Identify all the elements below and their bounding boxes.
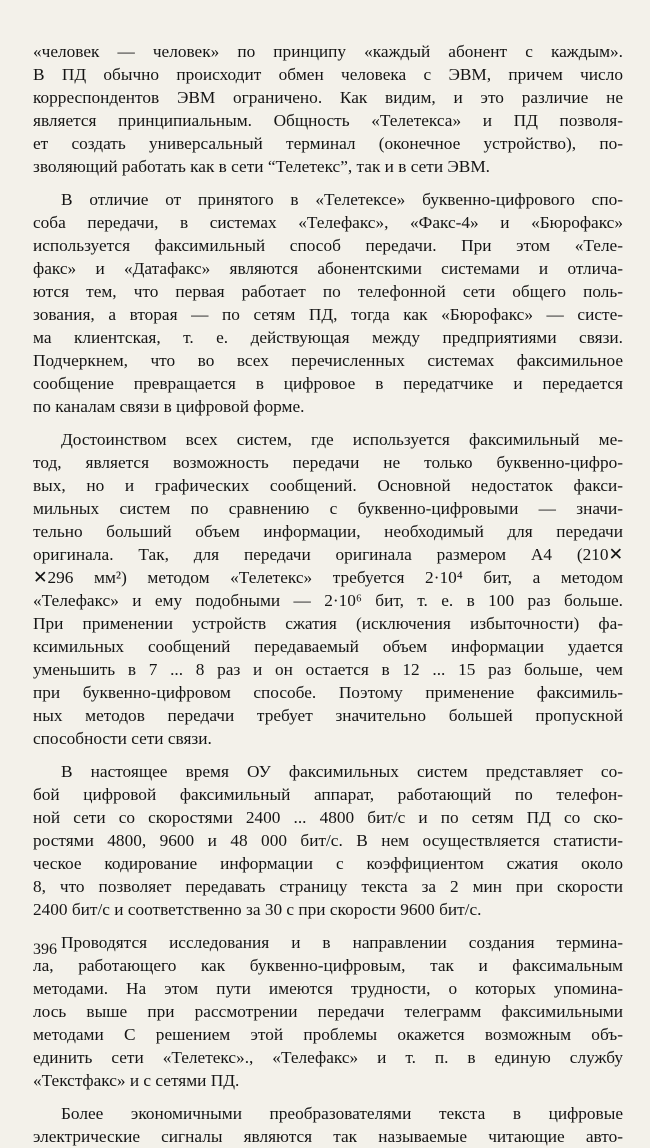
text-line: При применении устройств сжатия (исключения избыточности) фа- bbox=[33, 614, 623, 633]
paragraph-5 bbox=[33, 931, 623, 1092]
text-line: ет создать универсальный терминал (оконечное устройство), по- bbox=[33, 134, 623, 153]
text-line: способности сети связи. bbox=[33, 729, 212, 748]
text-line: В отличие от принятого в «Телетексе» буквенно-цифрового спо- bbox=[61, 190, 623, 209]
paragraph-4 bbox=[33, 760, 623, 921]
text-line: лось выше при рассмотрении передачи телеграмм факсимильными bbox=[33, 1002, 623, 1021]
text-line: ма клиентская, т. е. действующая между предприятиями связи. bbox=[33, 328, 623, 347]
page-number: 396 bbox=[33, 941, 57, 958]
text-line: ксимильных сообщений передаваемый объем информации удается bbox=[33, 637, 623, 656]
text-line: ных методов передачи требует значительно большей пропускной bbox=[33, 706, 623, 725]
text-line: 8, что позволяет передавать страницу текста за 2 мин при скорости bbox=[33, 877, 623, 896]
text-line: соба передачи, в системах «Телефакс», «Факс-4» и «Бюрофакс» bbox=[33, 213, 623, 232]
text-line: ростями 4800, 9600 и 48 000 бит/с. В нем осуществляется статисти- bbox=[33, 831, 623, 850]
text-line: единить сети «Телетекс»., «Телефакс» и т. п. в единую службу bbox=[33, 1048, 623, 1067]
text-line: ются тем, что первая работает по телефонной сети общего поль- bbox=[33, 282, 623, 301]
text-line: Подчеркнем, что во всех перечисленных системах факсимильное bbox=[33, 351, 623, 370]
text-line: бой цифровой факсимильный аппарат, работающий по телефон- bbox=[33, 785, 623, 804]
text-line: «человек — человек» по принципу «каждый абонент с каждым». bbox=[33, 42, 623, 61]
text-line: 2400 бит/с и соответственно за 30 с при скорости 9600 бит/с. bbox=[33, 900, 482, 919]
text-line: зволяющий работать как в сети “Телетекс”, так и в сети ЭВМ. bbox=[33, 157, 491, 176]
text-line: сообщение превращается в цифровое в передатчике и передается bbox=[33, 374, 623, 393]
paragraph-3 bbox=[33, 428, 623, 750]
text-line: электрические сигналы являются так называемые читающие авто- bbox=[33, 1127, 623, 1146]
text-line: ла, работающего как буквенно-цифровым, так и факсимальным bbox=[33, 956, 623, 975]
text-line: тельно больший объем информации, необходимый для передачи bbox=[33, 522, 623, 541]
text-line: методами. На этом пути имеются трудности, о которых упомина- bbox=[33, 979, 623, 998]
text-line: тод, является возможность передачи не только буквенно-цифро- bbox=[33, 453, 623, 472]
text-line: мильных систем по сравнению с буквенно-цифровыми — значи- bbox=[33, 499, 623, 518]
text-line: Более экономичными преобразователями текста в цифровые bbox=[61, 1104, 623, 1123]
page-body bbox=[33, 40, 623, 1148]
text-line: ческое кодирование информации с коэффициентом сжатия около bbox=[33, 854, 623, 873]
text-line: вых, но и графических сообщений. Основной недостаток факси- bbox=[33, 476, 623, 495]
text-line: используется факсимильный способ передачи. При этом «Теле- bbox=[33, 236, 623, 255]
text-line: методами С решением этой проблемы окажется возможным объ- bbox=[33, 1025, 623, 1044]
paragraph-1 bbox=[33, 40, 623, 178]
text-line: по каналам связи в цифровой форме. bbox=[33, 397, 305, 416]
paragraph-6 bbox=[33, 1102, 623, 1148]
text-line: ной сети со скоростями 2400 ... 4800 бит/с и по сетям ПД со ско- bbox=[33, 808, 623, 827]
text-line: является принципиальным. Общность «Телетекса» и ПД позволя- bbox=[33, 111, 623, 130]
text-line: В ПД обычно происходит обмен человека с ЭВМ, причем число bbox=[33, 65, 623, 84]
paragraph-2 bbox=[33, 188, 623, 418]
text-line: факс» и «Датафакс» являются абонентскими системами и отлича- bbox=[33, 259, 623, 278]
text-line: уменьшить в 7 ... 8 раз и он остается в 12 ... 15 раз больше, чем bbox=[33, 660, 623, 679]
text-line: В настоящее время ОУ факсимильных систем представляет со- bbox=[61, 762, 623, 781]
text-line: ✕296 мм²) методом «Телетекс» требуется 2·10⁴ бит, а методом bbox=[33, 568, 623, 587]
text-line: корреспондентов ЭВМ ограничено. Как видим, и это различие не bbox=[33, 88, 623, 107]
text-line: зования, а вторая — по сетям ПД, тогда как «Бюрофакс» — систе- bbox=[33, 305, 623, 324]
text-line: «Телефакс» и ему подобными — 2·10⁶ бит, т. е. в 100 раз больше. bbox=[33, 591, 623, 610]
text-line: «Текстфакс» и с сетями ПД. bbox=[33, 1071, 240, 1090]
text-line: Проводятся исследования и в направлении создания термина- bbox=[61, 933, 623, 952]
text-line: при буквенно-цифровом способе. Поэтому применение факсимиль- bbox=[33, 683, 623, 702]
text-line: оригинала. Так, для передачи оригинала размером А4 (210✕ bbox=[33, 545, 623, 564]
text-line: Достоинством всех систем, где используется факсимильный ме- bbox=[61, 430, 623, 449]
